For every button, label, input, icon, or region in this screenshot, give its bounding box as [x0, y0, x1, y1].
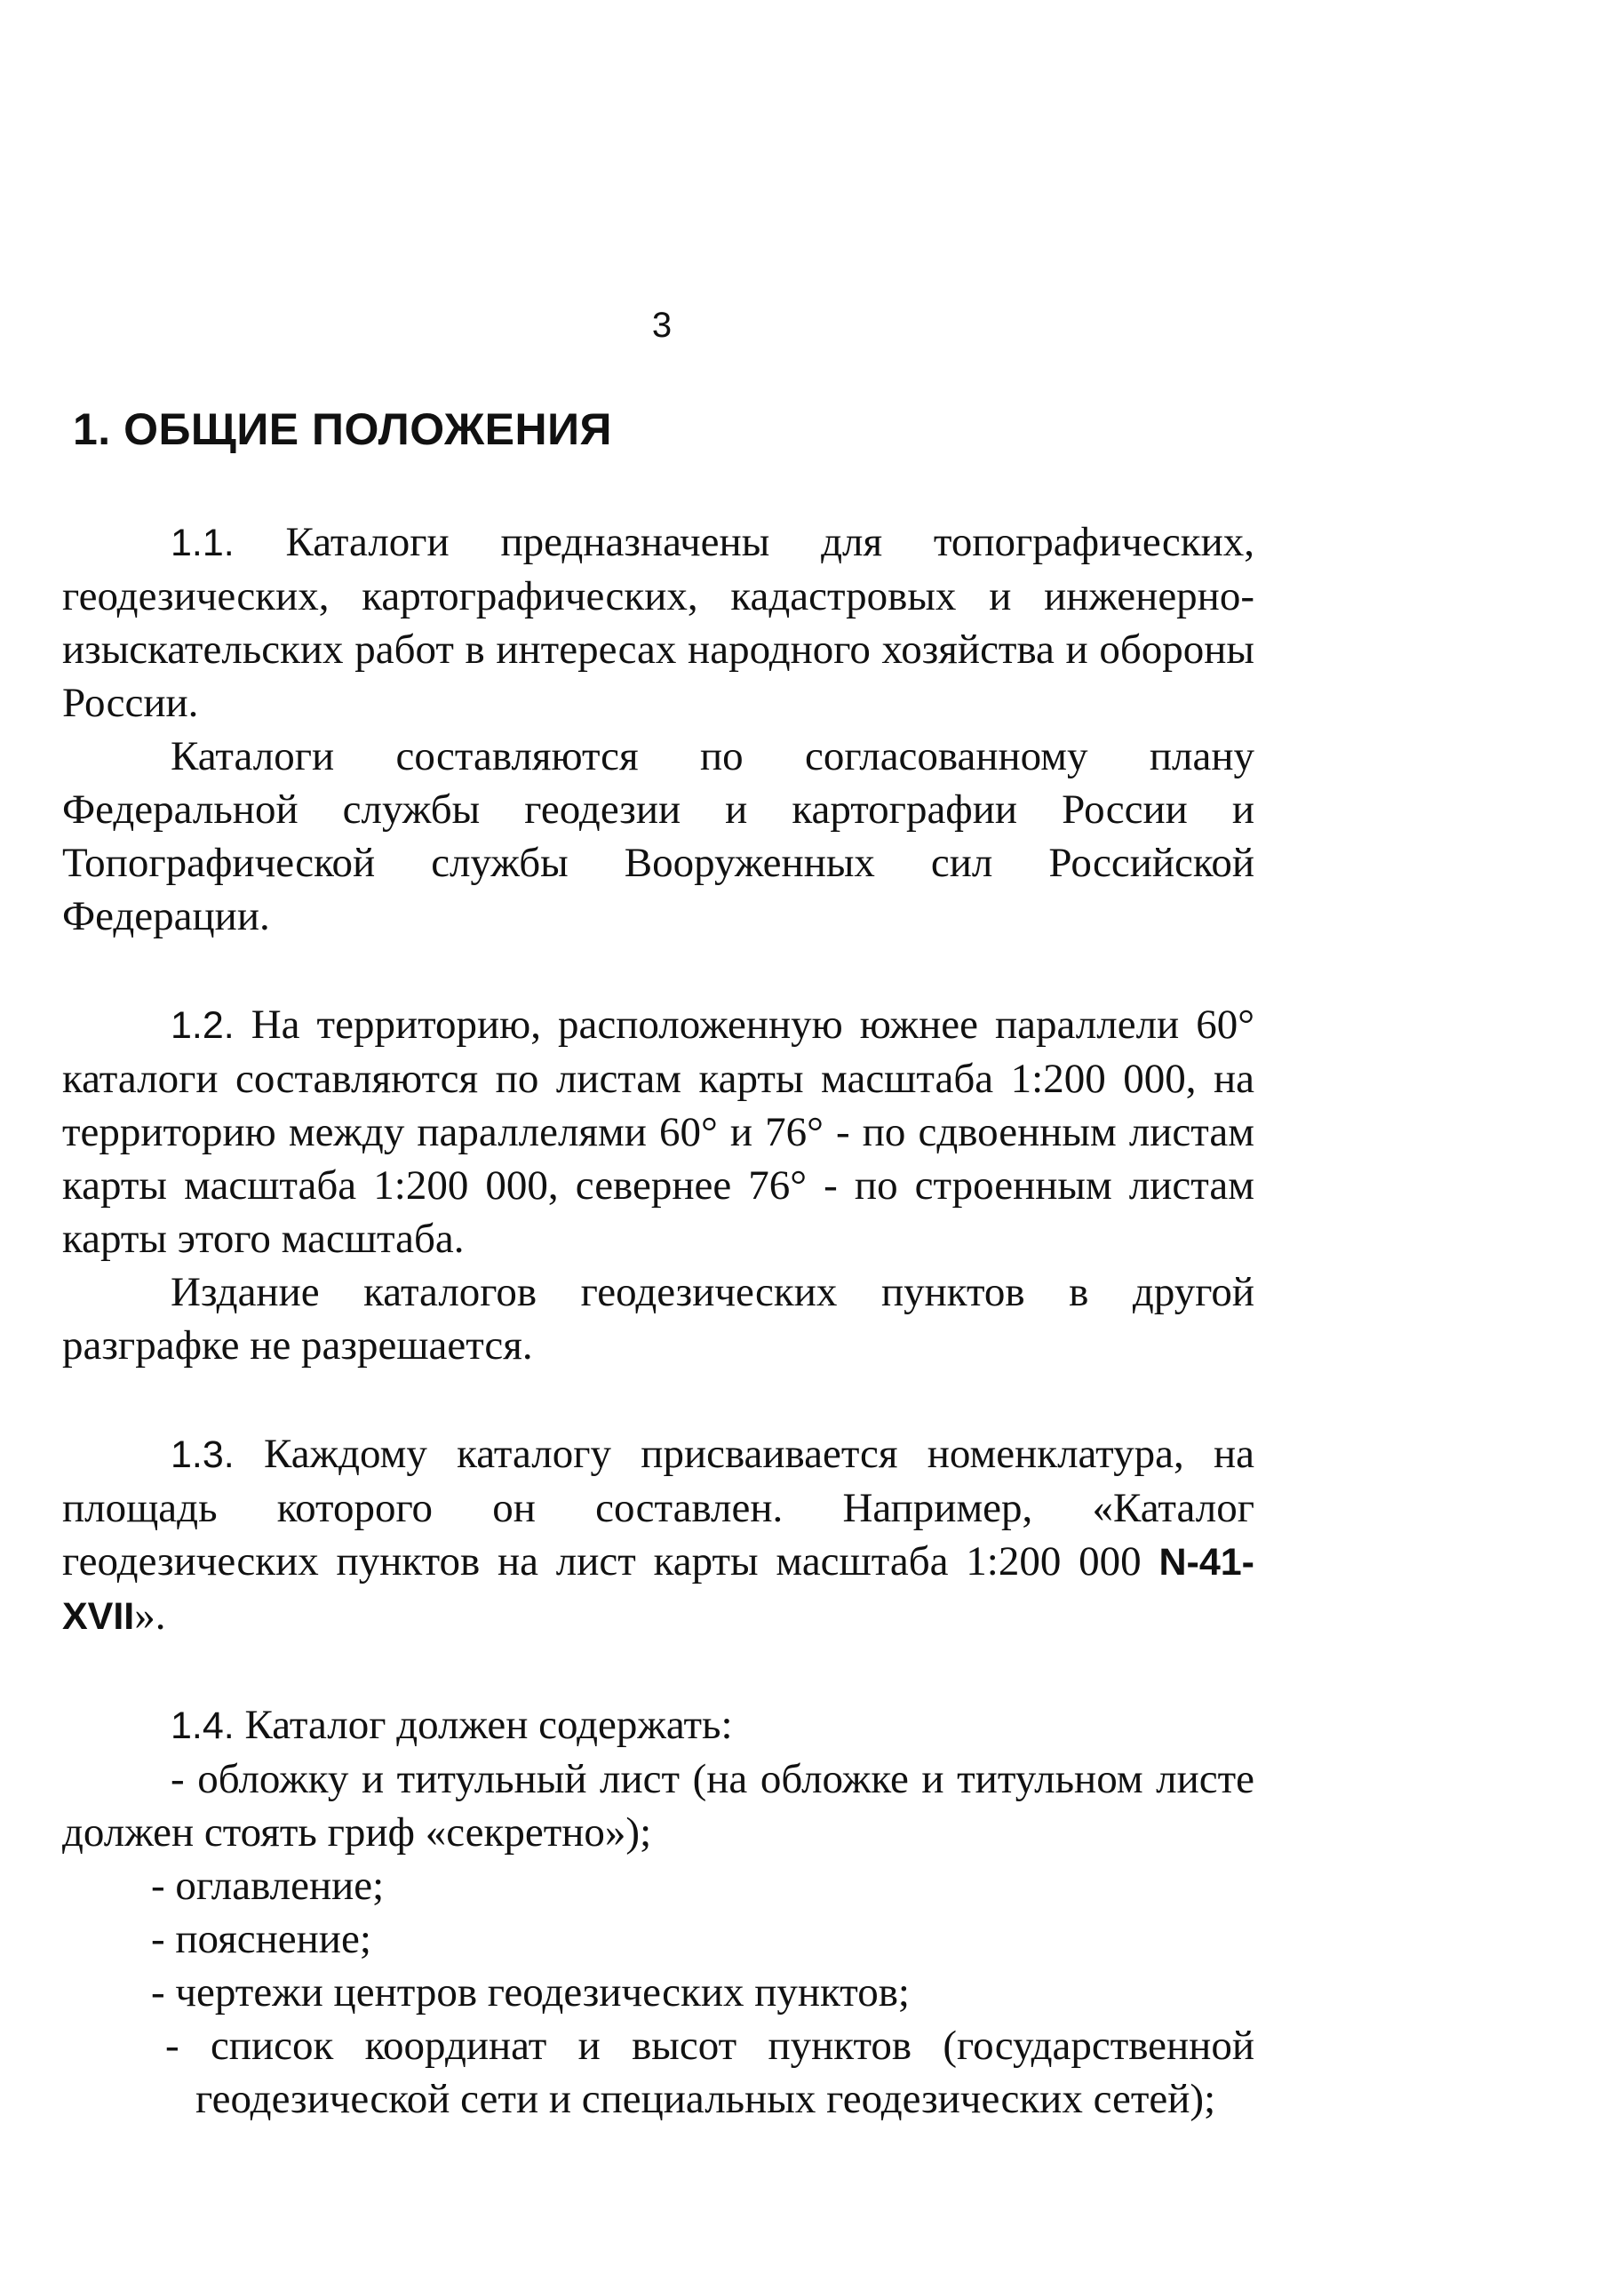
clause-number: 1.3. — [171, 1433, 235, 1476]
list-item-explanation: - пояснение; — [151, 1916, 371, 1962]
list-item-coordinates: - список координат и высот пунктов (государственной геодезической сети и специальных геодезических сетей); — [165, 2023, 1254, 2122]
list-item-contents: - оглавление; — [151, 1863, 385, 1909]
clause-1-2 — [62, 998, 1254, 1265]
list-item-drawings: - чертежи центров геодезических пунктов; — [151, 1969, 910, 2016]
clause-1-1 — [62, 515, 1254, 730]
clause-number: 1.1. — [171, 522, 235, 564]
paragraph-gap — [62, 1643, 1254, 1698]
document-body — [62, 515, 1254, 2126]
page-number: 3 — [651, 306, 673, 345]
paragraph-gap — [62, 1372, 1254, 1427]
clause-1-2-paragraph-2: Издание каталогов геодезических пунктов в другой разграфке не разрешается. — [62, 1269, 1254, 1369]
clause-1-3 — [62, 1427, 1254, 1643]
map-nomenclature: N-41-XVII — [62, 1541, 1254, 1638]
clause-text: Каталог должен содержать: — [234, 1702, 733, 1748]
clause-text: На территорию, расположенную южнее параллели 60° каталоги составляются по листам карты масштаба 1:200 000, на территорию между параллелями 60° и 76° - по сдвоенным листам карты масштаба 1:200 000, севернее 76° - по строенным листам карты этого масштаба. — [62, 1002, 1254, 1262]
list-item-cover — [62, 1752, 1254, 1859]
list-item-tail: ); — [625, 1809, 652, 1856]
clause-number: 1.4. — [171, 1704, 235, 1747]
paragraph-gap — [62, 943, 1254, 998]
clause-number: 1.2. — [171, 1004, 235, 1047]
section-heading: 1. ОБЩИЕ ПОЛОЖЕНИЯ — [73, 404, 612, 454]
clause-tail: ». — [134, 1592, 166, 1639]
clause-text: Каждому каталогу присваивается номенклатура, на площадь которого он составлен. Например, «Каталог геодезических пунктов на лист карты масштаба 1:200 000 — [62, 1431, 1254, 1585]
classification-mark: «секретно» — [425, 1809, 626, 1856]
clause-text: Каталоги предназначены для топографических, геодезических, картографических, кадастровых и инженерно-изыскательских работ в интересах народного хозяйства и обороны России. — [62, 519, 1254, 726]
clause-1-4 — [62, 1698, 1254, 1752]
clause-1-1-paragraph-2: Каталоги составляются по согласованному плану Федеральной службы геодезии и картографии России и Топографической службы Вооруженных сил Российской Федерации. — [62, 733, 1254, 939]
list-item-lead: - обложку и титульный лист (на обложке и титульном листе должен стоять гриф — [62, 1756, 1254, 1856]
